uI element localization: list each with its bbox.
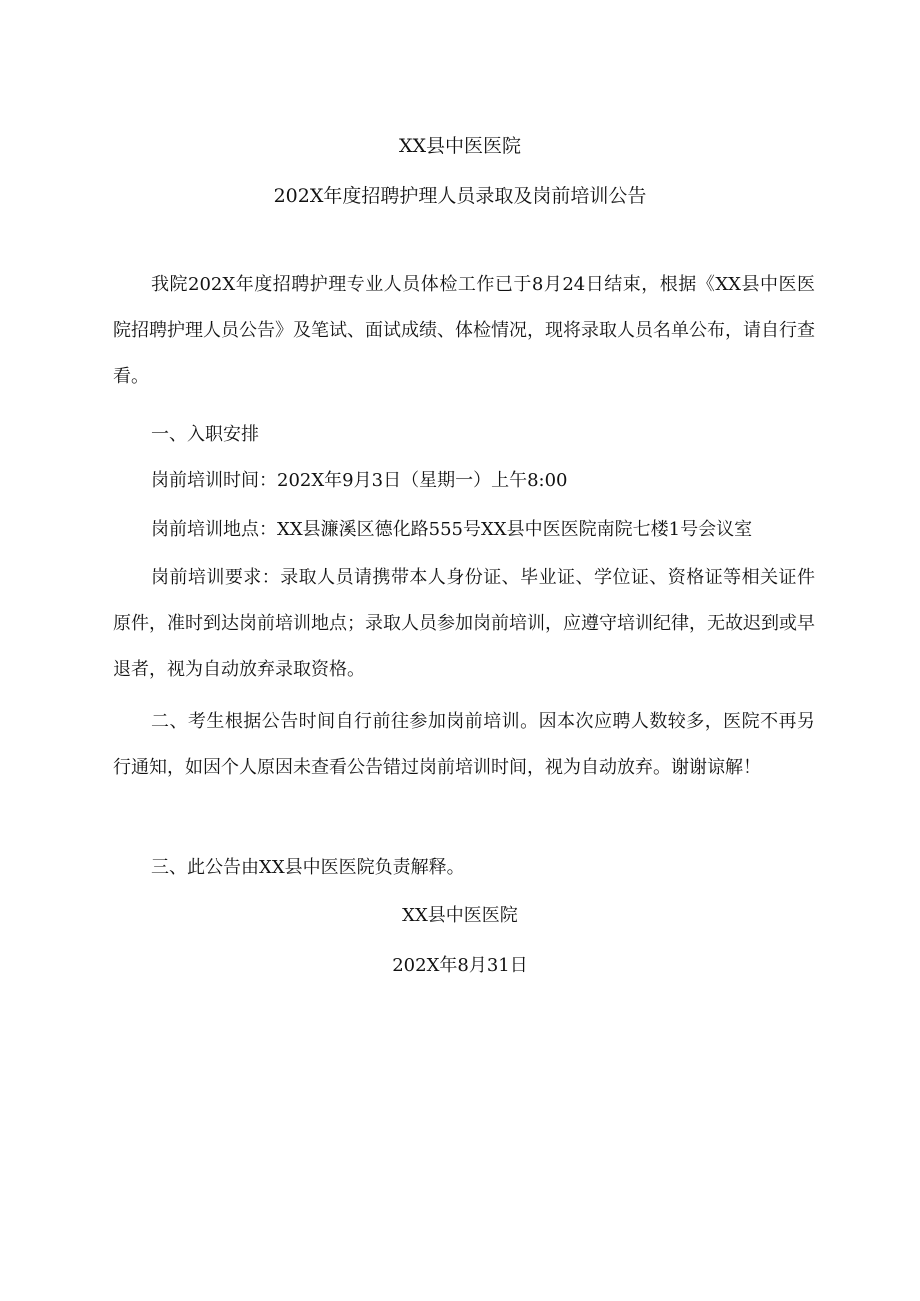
training-time: 岗前培训时间：202X年9月3日（星期一）上午8:00 <box>151 470 568 491</box>
section2-paragraph: 二、考生根据公告时间自行前往参加岗前培训。因本次应聘人数较多，医院不再另行通知，如因个人原因未查看公告错过岗前培训时间，视为自动放弃。谢谢谅解！ <box>113 711 815 778</box>
signature-date: 202X年8月31日 <box>392 955 528 976</box>
notice-title: 202X年度招聘护理人员录取及岗前培训公告 <box>273 185 647 207</box>
training-place: 岗前培训地点：XX县濂溪区德化路555号XX县中医医院南院七楼1号会议室 <box>151 519 753 540</box>
section3-paragraph: 三、此公告由XX县中医医院负责解释。 <box>151 857 465 878</box>
hospital-name-heading: XX县中医医院 <box>398 135 522 157</box>
training-requirements: 岗前培训要求：录取人员请携带本人身份证、毕业证、学位证、资格证等相关证件原件，准时到达岗前培训地点；录取人员参加岗前培训，应遵守培训纪律，无故迟到或早退者，视为自动放弃录取资格。 <box>113 567 815 680</box>
signature-org: XX县中医医院 <box>402 905 518 926</box>
intro-paragraph: 我院202X年度招聘护理专业人员体检工作已于8月24日结束，根据《XX县中医医院招聘护理人员公告》及笔试、面试成绩、体检情况，现将录取人员名单公布，请自行查看。 <box>113 274 815 387</box>
section1-heading: 一、入职安排 <box>151 424 259 445</box>
